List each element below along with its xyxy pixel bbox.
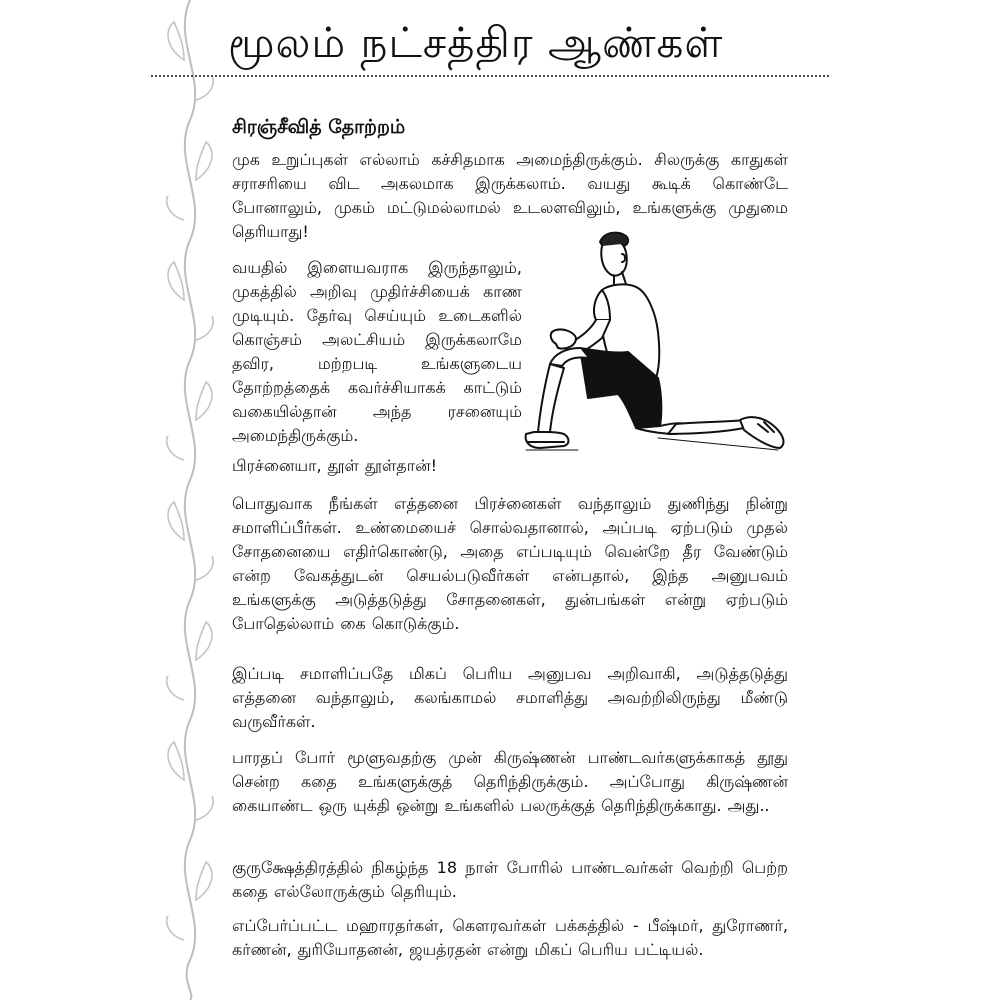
page-title: மூலம் நட்சத்திர ஆண்கள் (228, 18, 724, 67)
paragraph-1: முக உறுப்புகள் எல்லாம் கச்சிதமாக அமைந்திருக்கும். சிலருக்கு காதுகள் சராசரியை விட அகலமாக இருக்கலாம். வயது கூடிக் கொண்டே போனாலும், முகம் மட்டுமல்லாமல் உடலளவிலும், உங்களுக்கு முதுமை தெரியாது! (232, 150, 788, 241)
section-heading: சிரஞ்சீவித் தோற்றம் (232, 116, 406, 138)
paragraph-8: எப்பேர்ப்பட்ட மஹாரதர்கள், கௌரவர்கள் பக்கத்தில் - பீஷ்மர், துரோணர், கர்ணன், துரியோதனன், ஜயத்ரதன் என்று மிகப் பெரிய பட்டியல். (232, 916, 788, 959)
paragraph-3: பிரச்னையா, தூள் தூள்தான்! (232, 456, 438, 475)
paragraph-4: பொதுவாக நீங்கள் எத்தனை பிரச்னைகள் வந்தாலும் துணிந்து நின்று சமாளிப்பீர்கள். உண்மையைச் சொல்வதானால், அப்படி ஏற்படும் முதல் சோதனையை எதிர்கொண்டு, அதை எப்படியும் வென்றே தீர வேண்டும் என்ற வேகத்துடன் செயல்படுவீர்கள் என்பதால், இந்த அனுபவம் உங்களுக்கு அடுத்தடுத்து சோதனைகள், துன்பங்கள் என்று ஏற்படும் போதெல்லாம் கை கொடுக்கும். (232, 494, 788, 633)
paragraph-7: குருக்ஷேத்திரத்தில் நிகழ்ந்த 18 நாள் போரில் பாண்டவர்கள் வெற்றி பெற்ற கதை எல்லோருக்கும் தெரியும். (232, 858, 788, 901)
margin-vine-decoration (160, 0, 220, 1000)
paragraph-6: பாரதப் போர் மூளுவதற்கு முன் கிருஷ்ணன் பாண்டவர்களுக்காகத் தூது சென்ற கதை உங்களுக்குத் தெரிந்திருக்கும். அப்போது கிருஷ்ணன் கையாண்ட ஒரு யுக்தி ஒன்று உங்களில் பலருக்குத் தெரிந்திருக்காது. அது.. (232, 748, 788, 815)
paragraph-2: வயதில் இளையவராக இருந்தாலும், முகத்தில் அறிவு முதிர்ச்சியைக் காண முடியும். தேர்வு செய்யும் உடைகளில் கொஞ்சம் அலட்சியம் இருக்கலாமே தவிர, மற்றபடி உங்களுடைய தோற்றத்தைக் கவர்ச்சியாகக் காட்டும் வகையில்தான் அந்த ரசனையும் அமைந்திருக்கும். (232, 258, 522, 445)
paragraph-5: இப்படி சமாளிப்பதே மிகப் பெரிய அனுபவ அறிவாகி, அடுத்தடுத்து எத்தனை வந்தாலும், கலங்காமல் சமாளித்து அவற்றிலிருந்து மீண்டு வருவீர்கள். (232, 664, 788, 731)
man-lunge-stretch-illustration (518, 228, 790, 460)
title-divider (150, 74, 830, 78)
